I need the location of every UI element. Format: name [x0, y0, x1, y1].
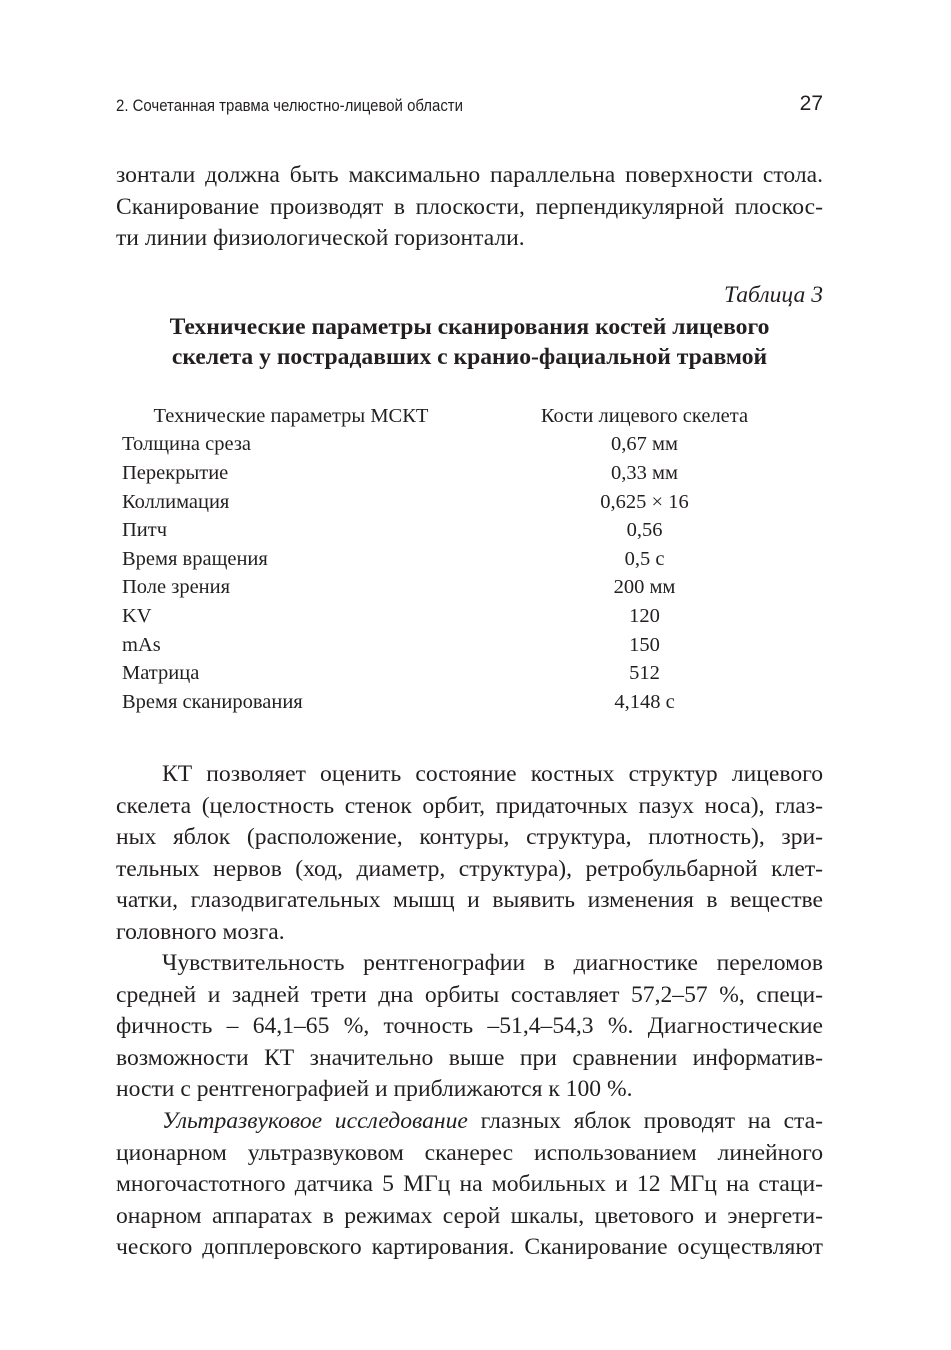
value-cell: 0,33 мм: [611, 461, 678, 484]
table-row: [116, 602, 823, 631]
text-line: ционарном ультразвуковом сканерес использованием линейного: [116, 1139, 823, 1166]
parameter-cell: Время сканирования: [122, 690, 303, 713]
table-title: [116, 312, 823, 372]
table-row: [116, 516, 823, 545]
text-line: возможности КТ значительно выше при сравнении информатив-: [116, 1044, 823, 1071]
table-row: [116, 488, 823, 517]
value-cell: 120: [629, 604, 660, 627]
value-cell: 0,625 × 16: [600, 490, 689, 513]
table-header-row: [116, 402, 823, 431]
text-line: ческого допплеровского картирования. Сканирование осуществляют: [116, 1234, 823, 1260]
table-row: [116, 431, 823, 460]
text-line: скелета (целостность стенок орбит, придаточных пазух носа), глаз-: [116, 792, 823, 819]
ultrasound-term: Ультразвуковое исследование: [162, 1108, 468, 1134]
column-header-parameter: Технические параметры МСКТ: [153, 404, 429, 427]
parameter-cell: KV: [122, 604, 152, 627]
parameter-cell: Поле зрения: [122, 576, 231, 599]
parameter-cell: Толщина среза: [122, 433, 252, 456]
text-line: зонтали должна быть максимально параллельна поверхности стола.: [116, 162, 823, 188]
parameter-cell: Перекрытие: [122, 461, 229, 484]
value-cell: 0,5 с: [624, 547, 665, 570]
text-line-rest: глазных яблок проводят на ста-: [467, 1108, 823, 1134]
parameter-cell: Питч: [122, 519, 168, 542]
column-header-value: Кости лицевого скелета: [540, 404, 749, 427]
value-cell: 0,67 мм: [611, 433, 678, 456]
table-row: [116, 574, 823, 603]
text-line: ности с рентгенографией и приближаются к 100 %.: [116, 1076, 633, 1102]
parameters-table: [116, 402, 823, 717]
value-cell: 0,56: [626, 519, 663, 542]
table-row: [116, 545, 823, 574]
table-row: [116, 688, 823, 717]
table-row: [116, 631, 823, 660]
parameter-cell: Время вращения: [122, 547, 268, 570]
text-line: фичность – 64,1–65 %, точность –51,4–54,3 %. Диагностические: [116, 1013, 823, 1039]
text-line: онарном аппаратах в режимах серой шкалы, цветового и энергети-: [116, 1202, 823, 1229]
text-line: [116, 1106, 823, 1138]
running-head-section: 2. Сочетанная травма челюстно-лицевой области: [116, 96, 464, 115]
table-row: [116, 459, 823, 488]
text-line: многочастотного датчика 5 МГц на мобильных и 12 МГц на стаци-: [116, 1171, 823, 1197]
intro-paragraph: [116, 160, 823, 255]
text-line: КТ позволяет оценить состояние костных структур лицевого: [162, 761, 823, 787]
page-number: 27: [799, 92, 823, 115]
text-line: тельных нервов (ход, диаметр, структура), ретробульбарной клет-: [116, 855, 823, 882]
text-line: головного мозга.: [116, 918, 285, 945]
table-title-line: Технические параметры сканирования костей лицевого: [169, 314, 770, 340]
parameter-cell: mAs: [122, 633, 161, 656]
text-line: ти линии физиологической горизонтали.: [116, 225, 525, 251]
table-title-line: скелета у пострадавших с кранио-фациальной травмой: [171, 344, 768, 370]
text-line: ных яблок (расположение, контуры, структура, плотность), зри-: [116, 824, 823, 850]
parameter-cell: Коллимация: [122, 490, 230, 513]
table-row: [116, 659, 823, 688]
value-cell: 4,148 с: [614, 690, 675, 713]
value-cell: 150: [629, 633, 660, 656]
parameter-cell: Матрица: [122, 662, 200, 685]
text-line: чатки, глазодвигательных мышц и выявить изменения в веществе: [116, 887, 823, 913]
text-line: средней и задней трети дна орбиты составляет 57,2–57 %, специ-: [116, 981, 823, 1008]
text-line: Сканирование производят в плоскости, перпендикулярной плоскос-: [116, 193, 823, 220]
ultrasound-paragraph: [116, 1106, 823, 1264]
sensitivity-paragraph: [116, 948, 823, 1106]
running-head: [116, 92, 823, 122]
ct-paragraph: [116, 759, 823, 948]
value-cell: 200 мм: [613, 576, 676, 599]
table-label: Таблица 3: [723, 282, 823, 308]
text-line: Чувствительность рентгенографии в диагностике переломов: [162, 950, 823, 976]
value-cell: 512: [629, 662, 660, 685]
